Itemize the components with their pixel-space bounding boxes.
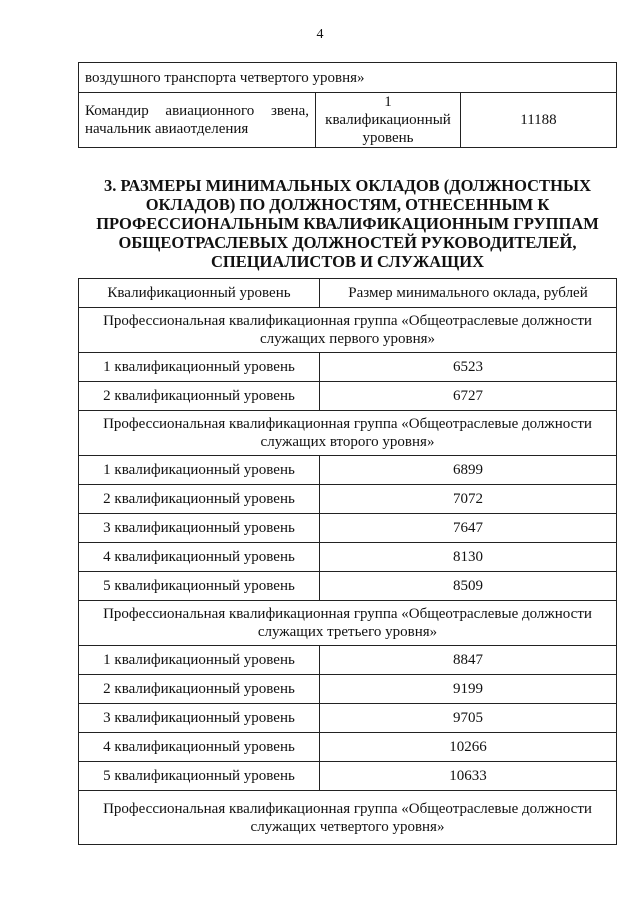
table-row	[79, 456, 617, 485]
table-row	[79, 572, 617, 601]
level-cell: 2 квалификационный уровень	[79, 675, 320, 704]
salary-cell: 9199	[320, 675, 617, 704]
position-cell: Командир авиационного звена, начальник авиаотделения	[79, 93, 316, 148]
level-cell: 4 квалификационный уровень	[79, 543, 320, 572]
level-cell: 3 квалификационный уровень	[79, 514, 320, 543]
level-cell: 5 квалификационный уровень	[79, 572, 320, 601]
group-row	[79, 308, 617, 353]
level-cell: 1 квалификационный уровень	[79, 646, 320, 675]
table-row	[79, 646, 617, 675]
header-level: Квалификационный уровень	[79, 279, 320, 308]
salary-cell: 9705	[320, 704, 617, 733]
level-cell: 2 квалификационный уровень	[79, 382, 320, 411]
group-title: Профессиональная квалификационная группа «Общеотраслевые должности служащих второго уровня»	[79, 411, 617, 456]
table-row	[79, 733, 617, 762]
group-row	[79, 411, 617, 456]
group-title: Профессиональная квалификационная группа «Общеотраслевые должности служащих четвертого уровня»	[79, 791, 617, 845]
table-row	[79, 93, 617, 148]
level-cell: 2 квалификационный уровень	[79, 485, 320, 514]
salary-cell: 10633	[320, 762, 617, 791]
table-row	[79, 762, 617, 791]
group-row	[79, 791, 617, 845]
level-cell: 5 квалификационный уровень	[79, 762, 320, 791]
level-cell: 1 квалификационный уровень	[79, 456, 320, 485]
level-cell: 1 квалификационный уровень	[316, 93, 461, 148]
section-title: 3. РАЗМЕРЫ МИНИМАЛЬНЫХ ОКЛАДОВ (ДОЛЖНОСТНЫХ ОКЛАДОВ) ПО ДОЛЖНОСТЯМ, ОТНЕСЕННЫМ К ПРОФЕССИОНАЛЬНЫМ КВАЛИФИКАЦИОННЫМ ГРУППАМ ОБЩЕОТРАСЛЕВЫХ ДОЛЖНОСТЕЙ РУКОВОДИТЕЛЕЙ, СПЕЦИАЛИСТОВ И СЛУЖАЩИХ	[96, 176, 599, 271]
salary-cell: 6899	[320, 456, 617, 485]
group-row	[79, 601, 617, 646]
salary-cell: 10266	[320, 733, 617, 762]
salary-cell: 8130	[320, 543, 617, 572]
level-cell: 3 квалификационный уровень	[79, 704, 320, 733]
table-row	[79, 675, 617, 704]
continuation-text: воздушного транспорта четвертого уровня»	[79, 63, 617, 93]
table-row	[79, 382, 617, 411]
continuation-table	[78, 62, 617, 148]
page-number: 4	[316, 27, 324, 42]
table-row	[79, 543, 617, 572]
table-row	[79, 704, 617, 733]
group-title: Профессиональная квалификационная группа «Общеотраслевые должности служащих третьего уровня»	[79, 601, 617, 646]
salary-table-body	[79, 279, 617, 845]
table-header-row	[79, 279, 617, 308]
salary-cell: 8509	[320, 572, 617, 601]
salary-cell: 7647	[320, 514, 617, 543]
group-title: Профессиональная квалификационная группа «Общеотраслевые должности служащих первого уровня»	[79, 308, 617, 353]
salary-cell: 7072	[320, 485, 617, 514]
table-row	[79, 353, 617, 382]
salary-cell: 6727	[320, 382, 617, 411]
table-row	[79, 514, 617, 543]
level-cell: 1 квалификационный уровень	[79, 353, 320, 382]
salary-cell: 6523	[320, 353, 617, 382]
continuation-row	[79, 63, 617, 93]
salary-cell: 8847	[320, 646, 617, 675]
level-cell: 4 квалификационный уровень	[79, 733, 320, 762]
header-salary: Размер минимального оклада, рублей	[320, 279, 617, 308]
salary-cell: 11188	[461, 93, 617, 148]
salary-table	[78, 278, 617, 845]
table-row	[79, 485, 617, 514]
